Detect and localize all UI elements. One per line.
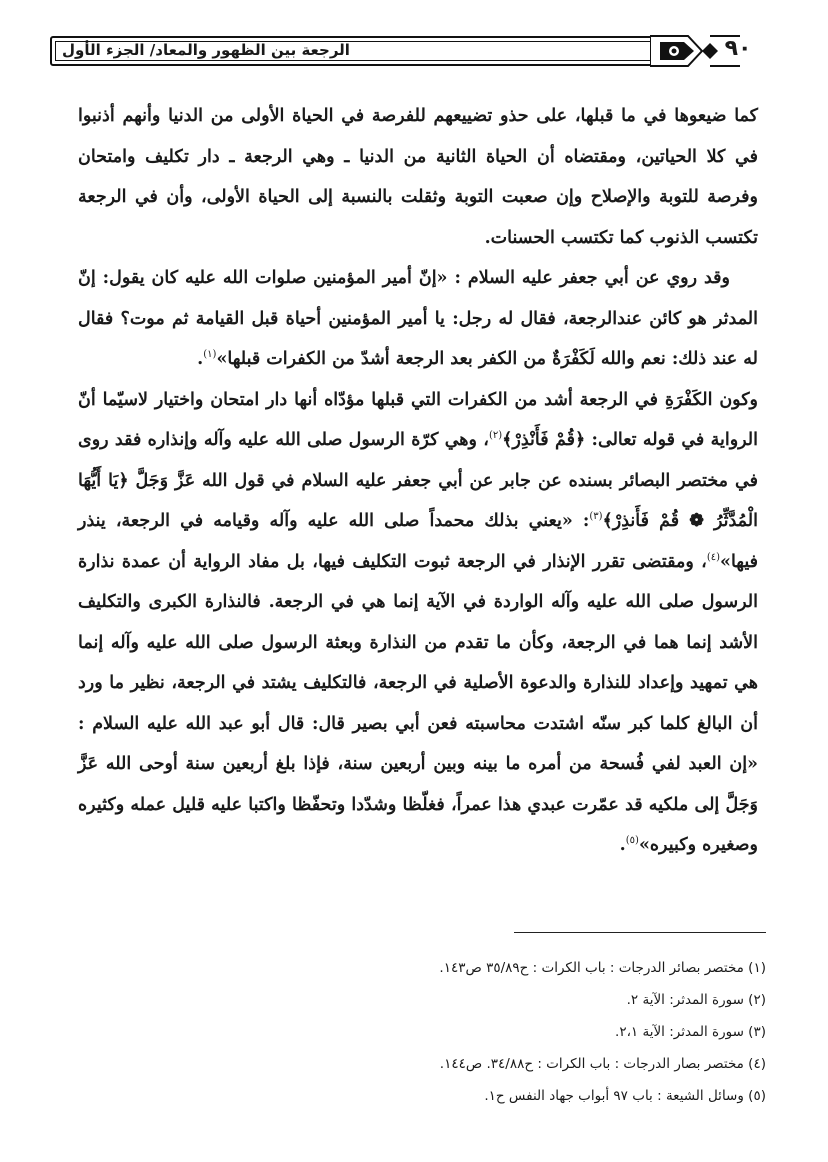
footnotes-list [86,952,766,1112]
footnote-2: (٢) سورة المدثر: الآية ٢. [626,992,766,1008]
paragraph-text: ، ومقتضى تقرر الإنذار في الرجعة ثبوت التكليف فيها، بل مفاد الرواية أن عمدة نذارة الرسول صلى الله عليه وآله الواردة في الآية إنما هي في الرجعة. فالنذارة الكبرى والتكليف الأشد إنما هما في الرجعة، وكأن ما تقدم من النذارة وبعثة الرسول صلى الله عليه وآله إنما هي تمهيد وإعداد للنذارة والدعوة الأصلية في الرجعة، فالتكليف يشتد في الرجعة، نظير ما ورد أن البالغ كلما كبر سنّه اشتدت محاسبته فعن أبي بصير قال: قال أبو عبد الله عليه السلام : «إن العبد لفي فُسحة من أمره ما بينه وبين أربعين سنة، فإذا بلغ أربعين سنة أوحى الله عَزَّ وَجَلَّ إلى ملكيه قد عمّرت عبدي هذا عمراً، فغلّظا وشدّدا وتحفّظا واكتبا عليه قليل عمله وكثيره وصغيره وكبيره» [78,551,758,855]
footnote-5: (٥) وسائل الشيعة : باب ٩٧ أبواب جهاد النفس ح١. [484,1088,766,1104]
running-title: الرجعة بين الظهور والمعاد/ الجزء الأول [62,41,350,59]
footnote-ref-2[interactable]: (٢) [488,430,503,442]
paragraph-2 [78,258,758,380]
paragraph-text: : «يعني بذلك محمداً صلى الله عليه وآله وقيامه في الرجعة، ينذر فيها» [78,511,758,572]
main-text [78,96,758,866]
paragraph-1 [78,96,758,258]
footnote-3: (٣) سورة المدثر: الآية ٢،١. [615,1024,766,1040]
footnote-ref-4[interactable]: (٤) [706,551,721,563]
paragraph-text: كما ضيعوها في ما قبلها، على حذو تضييعهم للفرصة في الحياة الأولى من الدنيا وأنهم أذنبوا في كلا الحياتين، ومقتضاه أن الحياة الثانية من الدنيا ـ وهي الرجعة ـ دار تكليف وامتحان وفرصة للتوبة والإصلاح وإن صعبت التوبة وثقلت بالنسبة إلى الحياة الأولى، وأن في الرجعة تكتسب الذنوب كما تكتسب الحسنات. [78,106,758,248]
footnote-4: (٤) مختصر بصار الدرجات : باب الكرات : ح٣٤/٨٨. ص١٤٤. [439,1056,766,1072]
page-number: ٩٠ [724,36,752,61]
page-header [50,32,762,70]
footnote-1: (١) مختصر بصائر الدرجات : باب الكرات : ح٣٥/٨٩ ص١٤٣. [439,960,766,976]
paragraph-text: وقد روي عن أبي جعفر عليه السلام : «إنّ أمير المؤمنين صلوات الله عليه كان يقول: إنّ المدثر هو كائن عندالرجعة، فقال له رجل: يا أمير المؤمنين أحياة قبل القيامة ثم موت؟ فقال له عند ذلك: نعم والله لَكَفْرَةٌ من الكفر بعد الرجعة أشدّ من الكفرات قبلها» [78,268,758,369]
footnote-ref-1[interactable]: (١) [203,349,217,361]
paragraph-end: . [619,835,626,855]
footnote-ref-5[interactable]: (٥) [625,835,639,847]
paragraph-text: ، وهي كرّة الرسول صلى الله عليه وآله وإنذاره فقد روى في مختصر البصائر بسنده عن جابر عن أبي جعفر عليه السلام في قول الله عَزَّ وَجَلَّ ﴿يَا أَيُّهَا الْمُدَّثِّرُ ❁ قُمْ فَأَنذِرْ﴾ [78,430,758,531]
paragraph-3 [78,380,758,866]
paragraph-end: . [197,349,204,369]
footnote-divider [514,932,766,933]
paragraph-text: وكون الكَفْرَةِ في الرجعة أشد من الكفرات التي قبلها مؤدّاه أنها دار امتحان واختيار لاسيّما أنّ الرواية في قوله تعالى: ﴿قُمْ فَأَنْذِرْ﴾ [78,389,759,450]
footnote-ref-3[interactable]: (٣) [589,511,603,523]
